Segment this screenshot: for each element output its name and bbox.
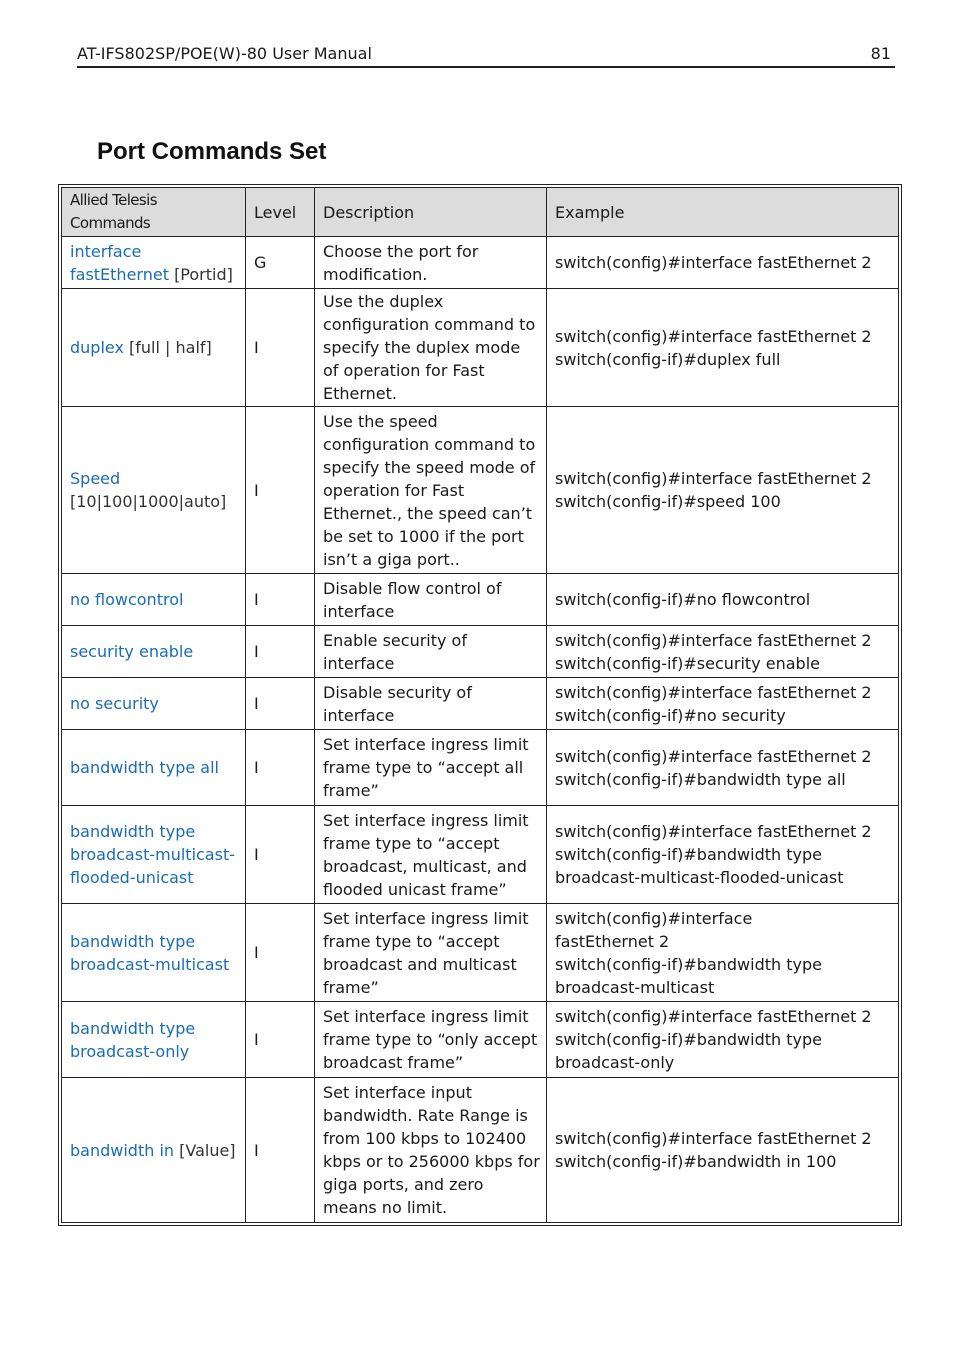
level-cell: I [246, 678, 315, 730]
command-argument: [full | half] [129, 338, 212, 357]
command-name: interface fastEthernet [70, 241, 169, 284]
level-cell: I [246, 574, 315, 626]
example-cell [547, 1002, 899, 1078]
column-header-description: Description [315, 188, 547, 237]
example-cell [547, 237, 899, 289]
description-cell: Set interface input bandwidth. Rate Range is from 100 kbps to 102400 kbps or to 256000 kbps for giga ports, and zero means no limit. [315, 1078, 547, 1223]
example-line: switch(config)#interface fastEthernet 2 [555, 630, 872, 650]
commands-table [61, 187, 899, 1223]
command-cell [62, 574, 246, 626]
description-cell: Use the duplex configuration command to specify the duplex mode of operation for Fast Ethernet. [315, 289, 547, 407]
command-name: no flowcontrol [70, 590, 184, 609]
level-cell: I [246, 289, 315, 407]
level-cell: I [246, 730, 315, 806]
table-row [62, 626, 899, 678]
command-cell [62, 289, 246, 407]
description-cell: Disable security of interface [315, 678, 547, 730]
command-cell [62, 904, 246, 1002]
level-cell: I [246, 626, 315, 678]
command-name: bandwidth type broadcast-multicast [70, 931, 230, 974]
example-line: switch(config-if)#speed 100 [555, 492, 781, 511]
table-row [62, 904, 899, 1002]
example-cell [547, 678, 899, 730]
example-line: switch(config)#interface fastEthernet 2 [555, 682, 872, 702]
page-header [77, 44, 895, 68]
command-argument: [Value] [179, 1140, 236, 1160]
example-cell [547, 289, 899, 407]
command-name: security enable [70, 642, 194, 661]
column-header-example: Example [547, 188, 899, 237]
example-line: switch(config)#interface fastEthernet 2 [555, 469, 872, 488]
example-line: switch(config-if)#duplex full [555, 349, 781, 369]
commands-table-frame [58, 184, 902, 1226]
table-row [62, 730, 899, 806]
table-row [62, 574, 899, 626]
level-cell: G [246, 237, 315, 289]
command-name: no security [70, 694, 159, 713]
description-cell: Set interface ingress limit frame type to “accept broadcast, multicast, and flooded unicast frame” [315, 806, 547, 904]
example-line: switch(config)#interface fastEthernet 2 [555, 822, 872, 841]
command-name: duplex [70, 338, 124, 357]
example-line: switch(config-if)#bandwidth type broadcast-only [555, 1030, 822, 1072]
level-cell: I [246, 1078, 315, 1223]
table-body [62, 237, 899, 1223]
description-cell: Set interface ingress limit frame type to “accept broadcast and multicast frame” [315, 904, 547, 1002]
command-argument: [Portid] [174, 264, 233, 284]
column-header-level: Level [246, 188, 315, 237]
command-name: bandwidth type all [70, 758, 219, 777]
section-title: Port Commands Set [97, 138, 327, 165]
example-cell [547, 407, 899, 574]
command-cell [62, 237, 246, 289]
example-line: switch(config-if)#security enable [555, 653, 820, 673]
example-line: switch(config)#interface fastEthernet 2 [555, 326, 872, 346]
manual-title: AT-IFS802SP/POE(W)-80 User Manual [77, 44, 372, 63]
example-cell [547, 904, 899, 1002]
description-cell: Enable security of interface [315, 626, 547, 678]
example-line: switch(config-if)#bandwidth type broadcast-multicast-flooded-unicast [555, 845, 844, 887]
table-row [62, 237, 899, 289]
column-header-commands: Allied Telesis Commands [62, 188, 246, 237]
command-cell [62, 626, 246, 678]
command-cell [62, 806, 246, 904]
example-line: switch(config)#interface [555, 908, 753, 928]
command-argument: [10|100|1000|auto] [70, 492, 227, 511]
command-name: Speed [70, 469, 121, 488]
level-cell: I [246, 806, 315, 904]
example-line: switch(config-if)#bandwidth in 100 [555, 1152, 837, 1171]
example-line: switch(config)#interface fastEthernet 2 [555, 253, 872, 272]
table-row [62, 806, 899, 904]
command-cell [62, 1078, 246, 1223]
description-cell: Disable flow control of interface [315, 574, 547, 626]
command-cell [62, 730, 246, 806]
table-row [62, 289, 899, 407]
level-cell: I [246, 1002, 315, 1078]
command-name: bandwidth type broadcast-only [70, 1018, 196, 1061]
example-line: fastEthernet 2 [555, 931, 670, 951]
description-cell: Use the speed configuration command to specify the speed mode of operation for Fast Ethernet., the speed can’t be set to 1000 if the port isn’t a giga port.. [315, 407, 547, 574]
page-number: 81 [870, 44, 891, 63]
table-header-row [62, 188, 899, 237]
table-row [62, 1002, 899, 1078]
example-line: switch(config-if)#no flowcontrol [555, 590, 811, 609]
description-cell: Set interface ingress limit frame type to “accept all frame” [315, 730, 547, 806]
command-cell [62, 1002, 246, 1078]
example-line: switch(config)#interface fastEthernet 2 [555, 1129, 872, 1148]
example-line: switch(config-if)#bandwidth type all [555, 769, 846, 789]
example-cell [547, 806, 899, 904]
example-cell [547, 1078, 899, 1223]
example-cell [547, 574, 899, 626]
example-line: switch(config-if)#no security [555, 705, 786, 725]
example-cell [547, 626, 899, 678]
table-row [62, 407, 899, 574]
example-line: switch(config)#interface fastEthernet 2 [555, 746, 872, 766]
command-cell [62, 407, 246, 574]
description-cell: Set interface ingress limit frame type to “only accept broadcast frame” [315, 1002, 547, 1078]
example-line: switch(config-if)#bandwidth type broadcast-multicast [555, 954, 822, 997]
command-name: bandwidth in [70, 1140, 175, 1160]
command-cell [62, 678, 246, 730]
table-row [62, 678, 899, 730]
example-line: switch(config)#interface fastEthernet 2 [555, 1007, 872, 1026]
description-cell: Choose the port for modification. [315, 237, 547, 289]
level-cell: I [246, 904, 315, 1002]
command-name: bandwidth type broadcast-multicast-flooded-unicast [70, 822, 235, 887]
table-row [62, 1078, 899, 1223]
example-cell [547, 730, 899, 806]
level-cell: I [246, 407, 315, 574]
